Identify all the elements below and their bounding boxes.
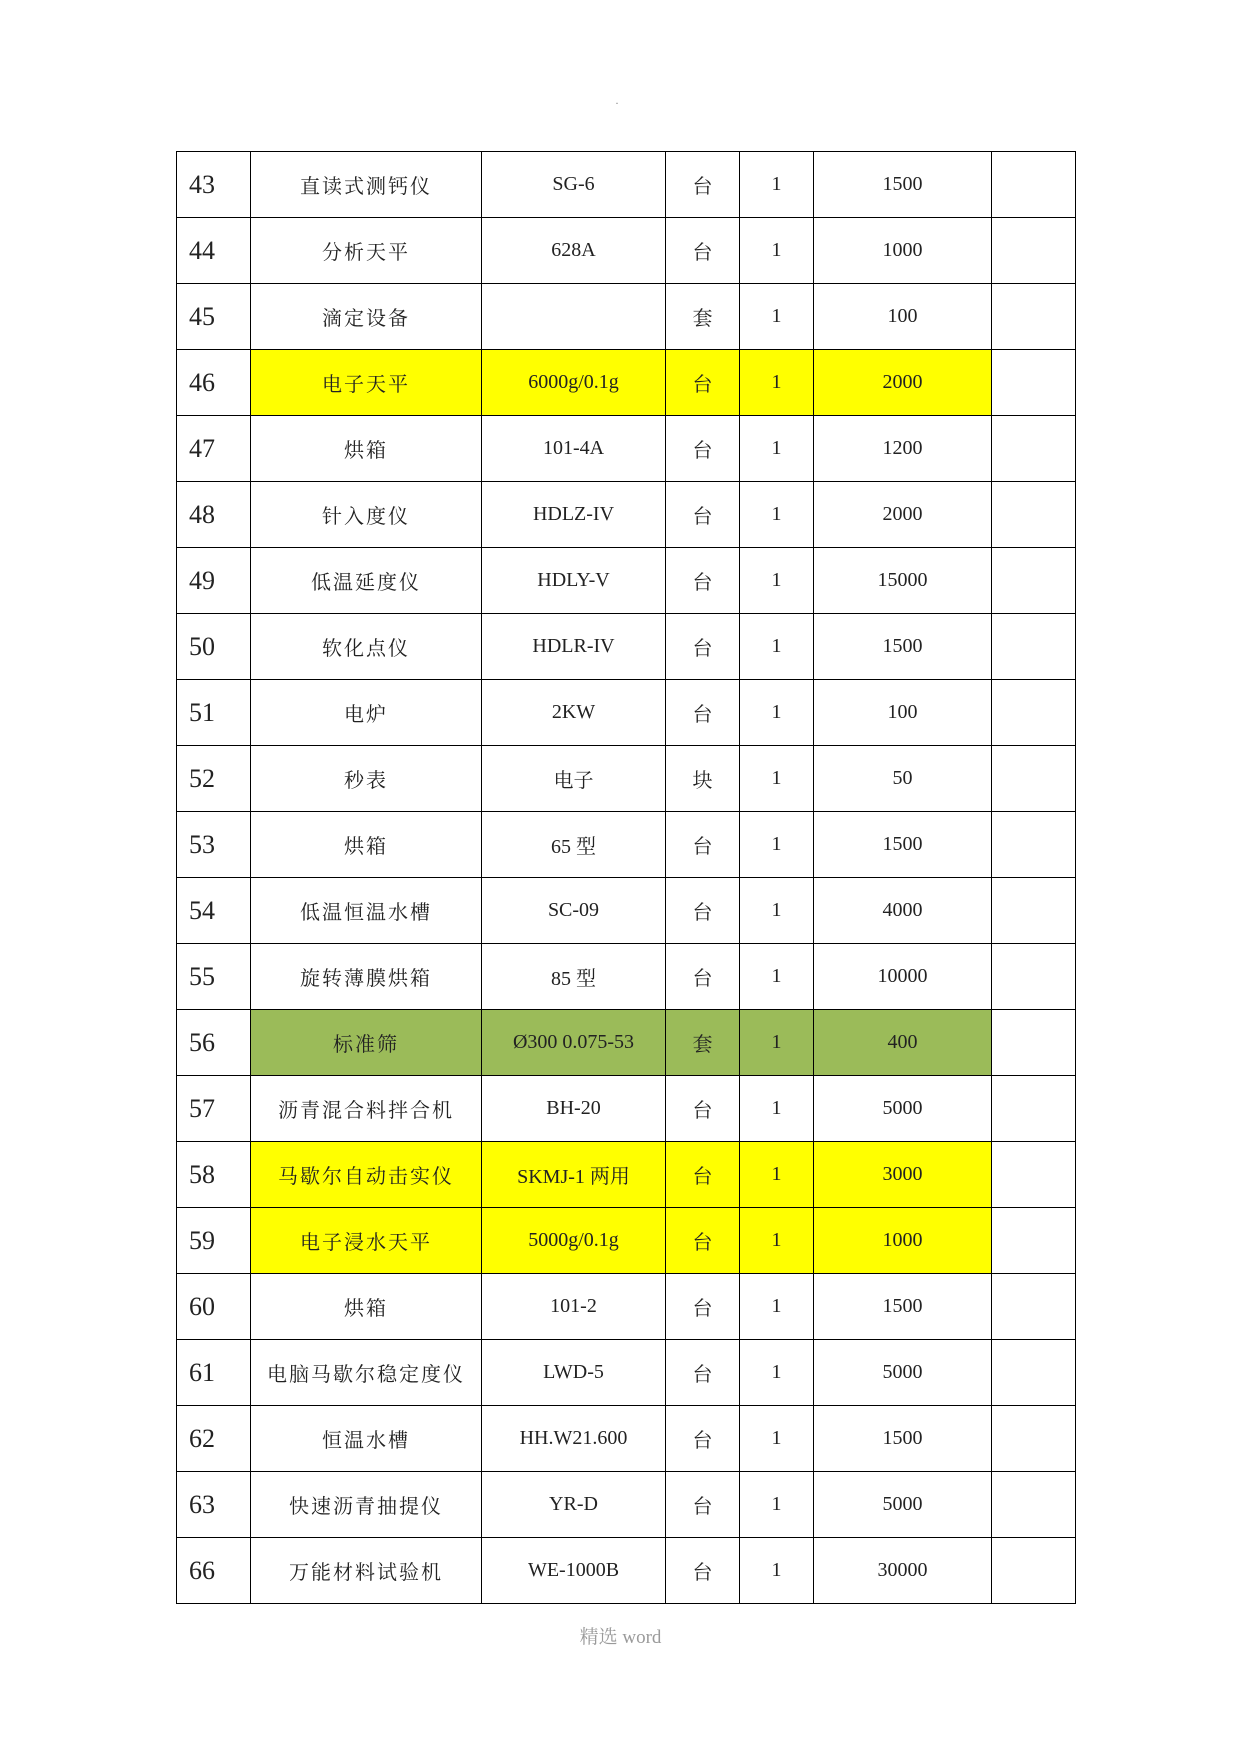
price-cell: 1200 — [814, 416, 992, 482]
model-cell: YR-D — [482, 1472, 666, 1538]
quantity-cell: 1 — [740, 614, 814, 680]
unit-cell: 台 — [666, 614, 740, 680]
row-number-cell: 66 — [177, 1538, 251, 1604]
quantity-cell: 1 — [740, 350, 814, 416]
table-row — [177, 284, 1076, 350]
price-cell: 1500 — [814, 1406, 992, 1472]
table-row — [177, 1538, 1076, 1604]
empty-cell — [992, 1538, 1076, 1604]
table-row — [177, 350, 1076, 416]
unit-cell: 块 — [666, 746, 740, 812]
empty-cell — [992, 680, 1076, 746]
table-row — [177, 1340, 1076, 1406]
row-number-cell: 58 — [177, 1142, 251, 1208]
model-cell: LWD-5 — [482, 1340, 666, 1406]
price-cell: 100 — [814, 680, 992, 746]
unit-cell: 套 — [666, 1010, 740, 1076]
quantity-cell: 1 — [740, 878, 814, 944]
unit-cell: 台 — [666, 548, 740, 614]
price-cell: 1500 — [814, 152, 992, 218]
quantity-cell: 1 — [740, 548, 814, 614]
quantity-cell: 1 — [740, 1076, 814, 1142]
empty-cell — [992, 1010, 1076, 1076]
table-row — [177, 680, 1076, 746]
quantity-cell: 1 — [740, 1406, 814, 1472]
empty-cell — [992, 1274, 1076, 1340]
price-cell: 10000 — [814, 944, 992, 1010]
model-cell: SC-09 — [482, 878, 666, 944]
price-cell: 400 — [814, 1010, 992, 1076]
price-cell: 3000 — [814, 1142, 992, 1208]
model-cell: 6000g/0.1g — [482, 350, 666, 416]
price-cell: 1000 — [814, 1208, 992, 1274]
table-row — [177, 1472, 1076, 1538]
row-number-cell: 62 — [177, 1406, 251, 1472]
empty-cell — [992, 746, 1076, 812]
unit-cell: 台 — [666, 1142, 740, 1208]
quantity-cell: 1 — [740, 1538, 814, 1604]
row-number-cell: 56 — [177, 1010, 251, 1076]
equipment-name-cell: 电子天平 — [251, 350, 482, 416]
price-cell: 1500 — [814, 1274, 992, 1340]
empty-cell — [992, 944, 1076, 1010]
row-number-cell: 60 — [177, 1274, 251, 1340]
equipment-name-cell: 低温恒温水槽 — [251, 878, 482, 944]
table-row — [177, 548, 1076, 614]
empty-cell — [992, 482, 1076, 548]
equipment-name-cell: 低温延度仪 — [251, 548, 482, 614]
model-cell: 628A — [482, 218, 666, 284]
row-number-cell: 45 — [177, 284, 251, 350]
unit-cell: 台 — [666, 944, 740, 1010]
empty-cell — [992, 614, 1076, 680]
equipment-name-cell: 烘箱 — [251, 416, 482, 482]
model-cell: 101-2 — [482, 1274, 666, 1340]
row-number-cell: 43 — [177, 152, 251, 218]
row-number-cell: 44 — [177, 218, 251, 284]
quantity-cell: 1 — [740, 1274, 814, 1340]
price-cell: 2000 — [814, 350, 992, 416]
table-row — [177, 1010, 1076, 1076]
unit-cell: 台 — [666, 1076, 740, 1142]
empty-cell — [992, 1076, 1076, 1142]
row-number-cell: 46 — [177, 350, 251, 416]
quantity-cell: 1 — [740, 812, 814, 878]
equipment-name-cell: 电脑马歇尔稳定度仪 — [251, 1340, 482, 1406]
unit-cell: 台 — [666, 1472, 740, 1538]
quantity-cell: 1 — [740, 1472, 814, 1538]
table-row — [177, 416, 1076, 482]
quantity-cell: 1 — [740, 482, 814, 548]
equipment-name-cell: 旋转薄膜烘箱 — [251, 944, 482, 1010]
row-number-cell: 61 — [177, 1340, 251, 1406]
empty-cell — [992, 1406, 1076, 1472]
quantity-cell: 1 — [740, 284, 814, 350]
unit-cell: 台 — [666, 416, 740, 482]
model-cell: SG-6 — [482, 152, 666, 218]
row-number-cell: 48 — [177, 482, 251, 548]
model-cell: HDLZ-IV — [482, 482, 666, 548]
empty-cell — [992, 416, 1076, 482]
empty-cell — [992, 152, 1076, 218]
quantity-cell: 1 — [740, 746, 814, 812]
row-number-cell: 57 — [177, 1076, 251, 1142]
row-number-cell: 59 — [177, 1208, 251, 1274]
quantity-cell: 1 — [740, 944, 814, 1010]
model-cell: 85 型 — [482, 944, 666, 1010]
quantity-cell: 1 — [740, 680, 814, 746]
table-row — [177, 1076, 1076, 1142]
model-cell: HH.W21.600 — [482, 1406, 666, 1472]
equipment-name-cell: 滴定设备 — [251, 284, 482, 350]
row-number-cell: 51 — [177, 680, 251, 746]
table-row — [177, 218, 1076, 284]
equipment-name-cell: 恒温水槽 — [251, 1406, 482, 1472]
model-cell: BH-20 — [482, 1076, 666, 1142]
unit-cell: 台 — [666, 812, 740, 878]
price-cell: 50 — [814, 746, 992, 812]
table-row — [177, 812, 1076, 878]
quantity-cell: 1 — [740, 218, 814, 284]
price-cell: 4000 — [814, 878, 992, 944]
empty-cell — [992, 812, 1076, 878]
empty-cell — [992, 284, 1076, 350]
empty-cell — [992, 1142, 1076, 1208]
equipment-name-cell: 马歇尔自动击实仪 — [251, 1142, 482, 1208]
row-number-cell: 54 — [177, 878, 251, 944]
equipment-table — [176, 151, 1076, 1604]
model-cell: HDLR-IV — [482, 614, 666, 680]
price-cell: 30000 — [814, 1538, 992, 1604]
model-cell: SKMJ-1 两用 — [482, 1142, 666, 1208]
model-cell: 65 型 — [482, 812, 666, 878]
unit-cell: 台 — [666, 218, 740, 284]
equipment-name-cell: 标准筛 — [251, 1010, 482, 1076]
equipment-name-cell: 烘箱 — [251, 812, 482, 878]
model-cell: Ø300 0.075-53 — [482, 1010, 666, 1076]
unit-cell: 台 — [666, 680, 740, 746]
table-row — [177, 746, 1076, 812]
quantity-cell: 1 — [740, 416, 814, 482]
price-cell: 1500 — [814, 812, 992, 878]
price-cell: 5000 — [814, 1340, 992, 1406]
row-number-cell: 55 — [177, 944, 251, 1010]
empty-cell — [992, 878, 1076, 944]
quantity-cell: 1 — [740, 152, 814, 218]
table-row — [177, 1208, 1076, 1274]
table-row — [177, 1142, 1076, 1208]
price-cell: 5000 — [814, 1472, 992, 1538]
equipment-name-cell: 快速沥青抽提仪 — [251, 1472, 482, 1538]
equipment-name-cell: 电炉 — [251, 680, 482, 746]
price-cell: 15000 — [814, 548, 992, 614]
empty-cell — [992, 1208, 1076, 1274]
row-number-cell: 49 — [177, 548, 251, 614]
footer-label: 精选 word — [579, 1627, 662, 1648]
model-cell: 101-4A — [482, 416, 666, 482]
price-cell: 2000 — [814, 482, 992, 548]
equipment-name-cell: 针入度仪 — [251, 482, 482, 548]
equipment-name-cell: 沥青混合料拌合机 — [251, 1076, 482, 1142]
table-row — [177, 152, 1076, 218]
table-row — [177, 1406, 1076, 1472]
unit-cell: 套 — [666, 284, 740, 350]
empty-cell — [992, 218, 1076, 284]
unit-cell: 台 — [666, 1406, 740, 1472]
model-cell: WE-1000B — [482, 1538, 666, 1604]
table-row — [177, 482, 1076, 548]
row-number-cell: 52 — [177, 746, 251, 812]
table-row — [177, 878, 1076, 944]
empty-cell — [992, 1340, 1076, 1406]
quantity-cell: 1 — [740, 1340, 814, 1406]
price-cell: 5000 — [814, 1076, 992, 1142]
unit-cell: 台 — [666, 152, 740, 218]
unit-cell: 台 — [666, 482, 740, 548]
equipment-name-cell: 直读式测钙仪 — [251, 152, 482, 218]
row-number-cell: 50 — [177, 614, 251, 680]
header-mark: · — [615, 96, 619, 110]
unit-cell: 台 — [666, 1538, 740, 1604]
equipment-name-cell: 万能材料试验机 — [251, 1538, 482, 1604]
quantity-cell: 1 — [740, 1010, 814, 1076]
equipment-name-cell: 分析天平 — [251, 218, 482, 284]
equipment-name-cell: 烘箱 — [251, 1274, 482, 1340]
model-cell: 5000g/0.1g — [482, 1208, 666, 1274]
unit-cell: 台 — [666, 350, 740, 416]
row-number-cell: 47 — [177, 416, 251, 482]
unit-cell: 台 — [666, 1340, 740, 1406]
unit-cell: 台 — [666, 878, 740, 944]
price-cell: 100 — [814, 284, 992, 350]
table-row — [177, 614, 1076, 680]
empty-cell — [992, 548, 1076, 614]
quantity-cell: 1 — [740, 1208, 814, 1274]
table-body — [177, 152, 1076, 1604]
equipment-name-cell: 电子浸水天平 — [251, 1208, 482, 1274]
model-cell — [482, 284, 666, 350]
price-cell: 1500 — [814, 614, 992, 680]
empty-cell — [992, 1472, 1076, 1538]
equipment-name-cell: 软化点仪 — [251, 614, 482, 680]
price-cell: 1000 — [814, 218, 992, 284]
row-number-cell: 63 — [177, 1472, 251, 1538]
empty-cell — [992, 350, 1076, 416]
unit-cell: 台 — [666, 1208, 740, 1274]
unit-cell: 台 — [666, 1274, 740, 1340]
table-row — [177, 1274, 1076, 1340]
row-number-cell: 53 — [177, 812, 251, 878]
model-cell: HDLY-V — [482, 548, 666, 614]
equipment-name-cell: 秒表 — [251, 746, 482, 812]
table-row — [177, 944, 1076, 1010]
model-cell: 电子 — [482, 746, 666, 812]
quantity-cell: 1 — [740, 1142, 814, 1208]
model-cell: 2KW — [482, 680, 666, 746]
